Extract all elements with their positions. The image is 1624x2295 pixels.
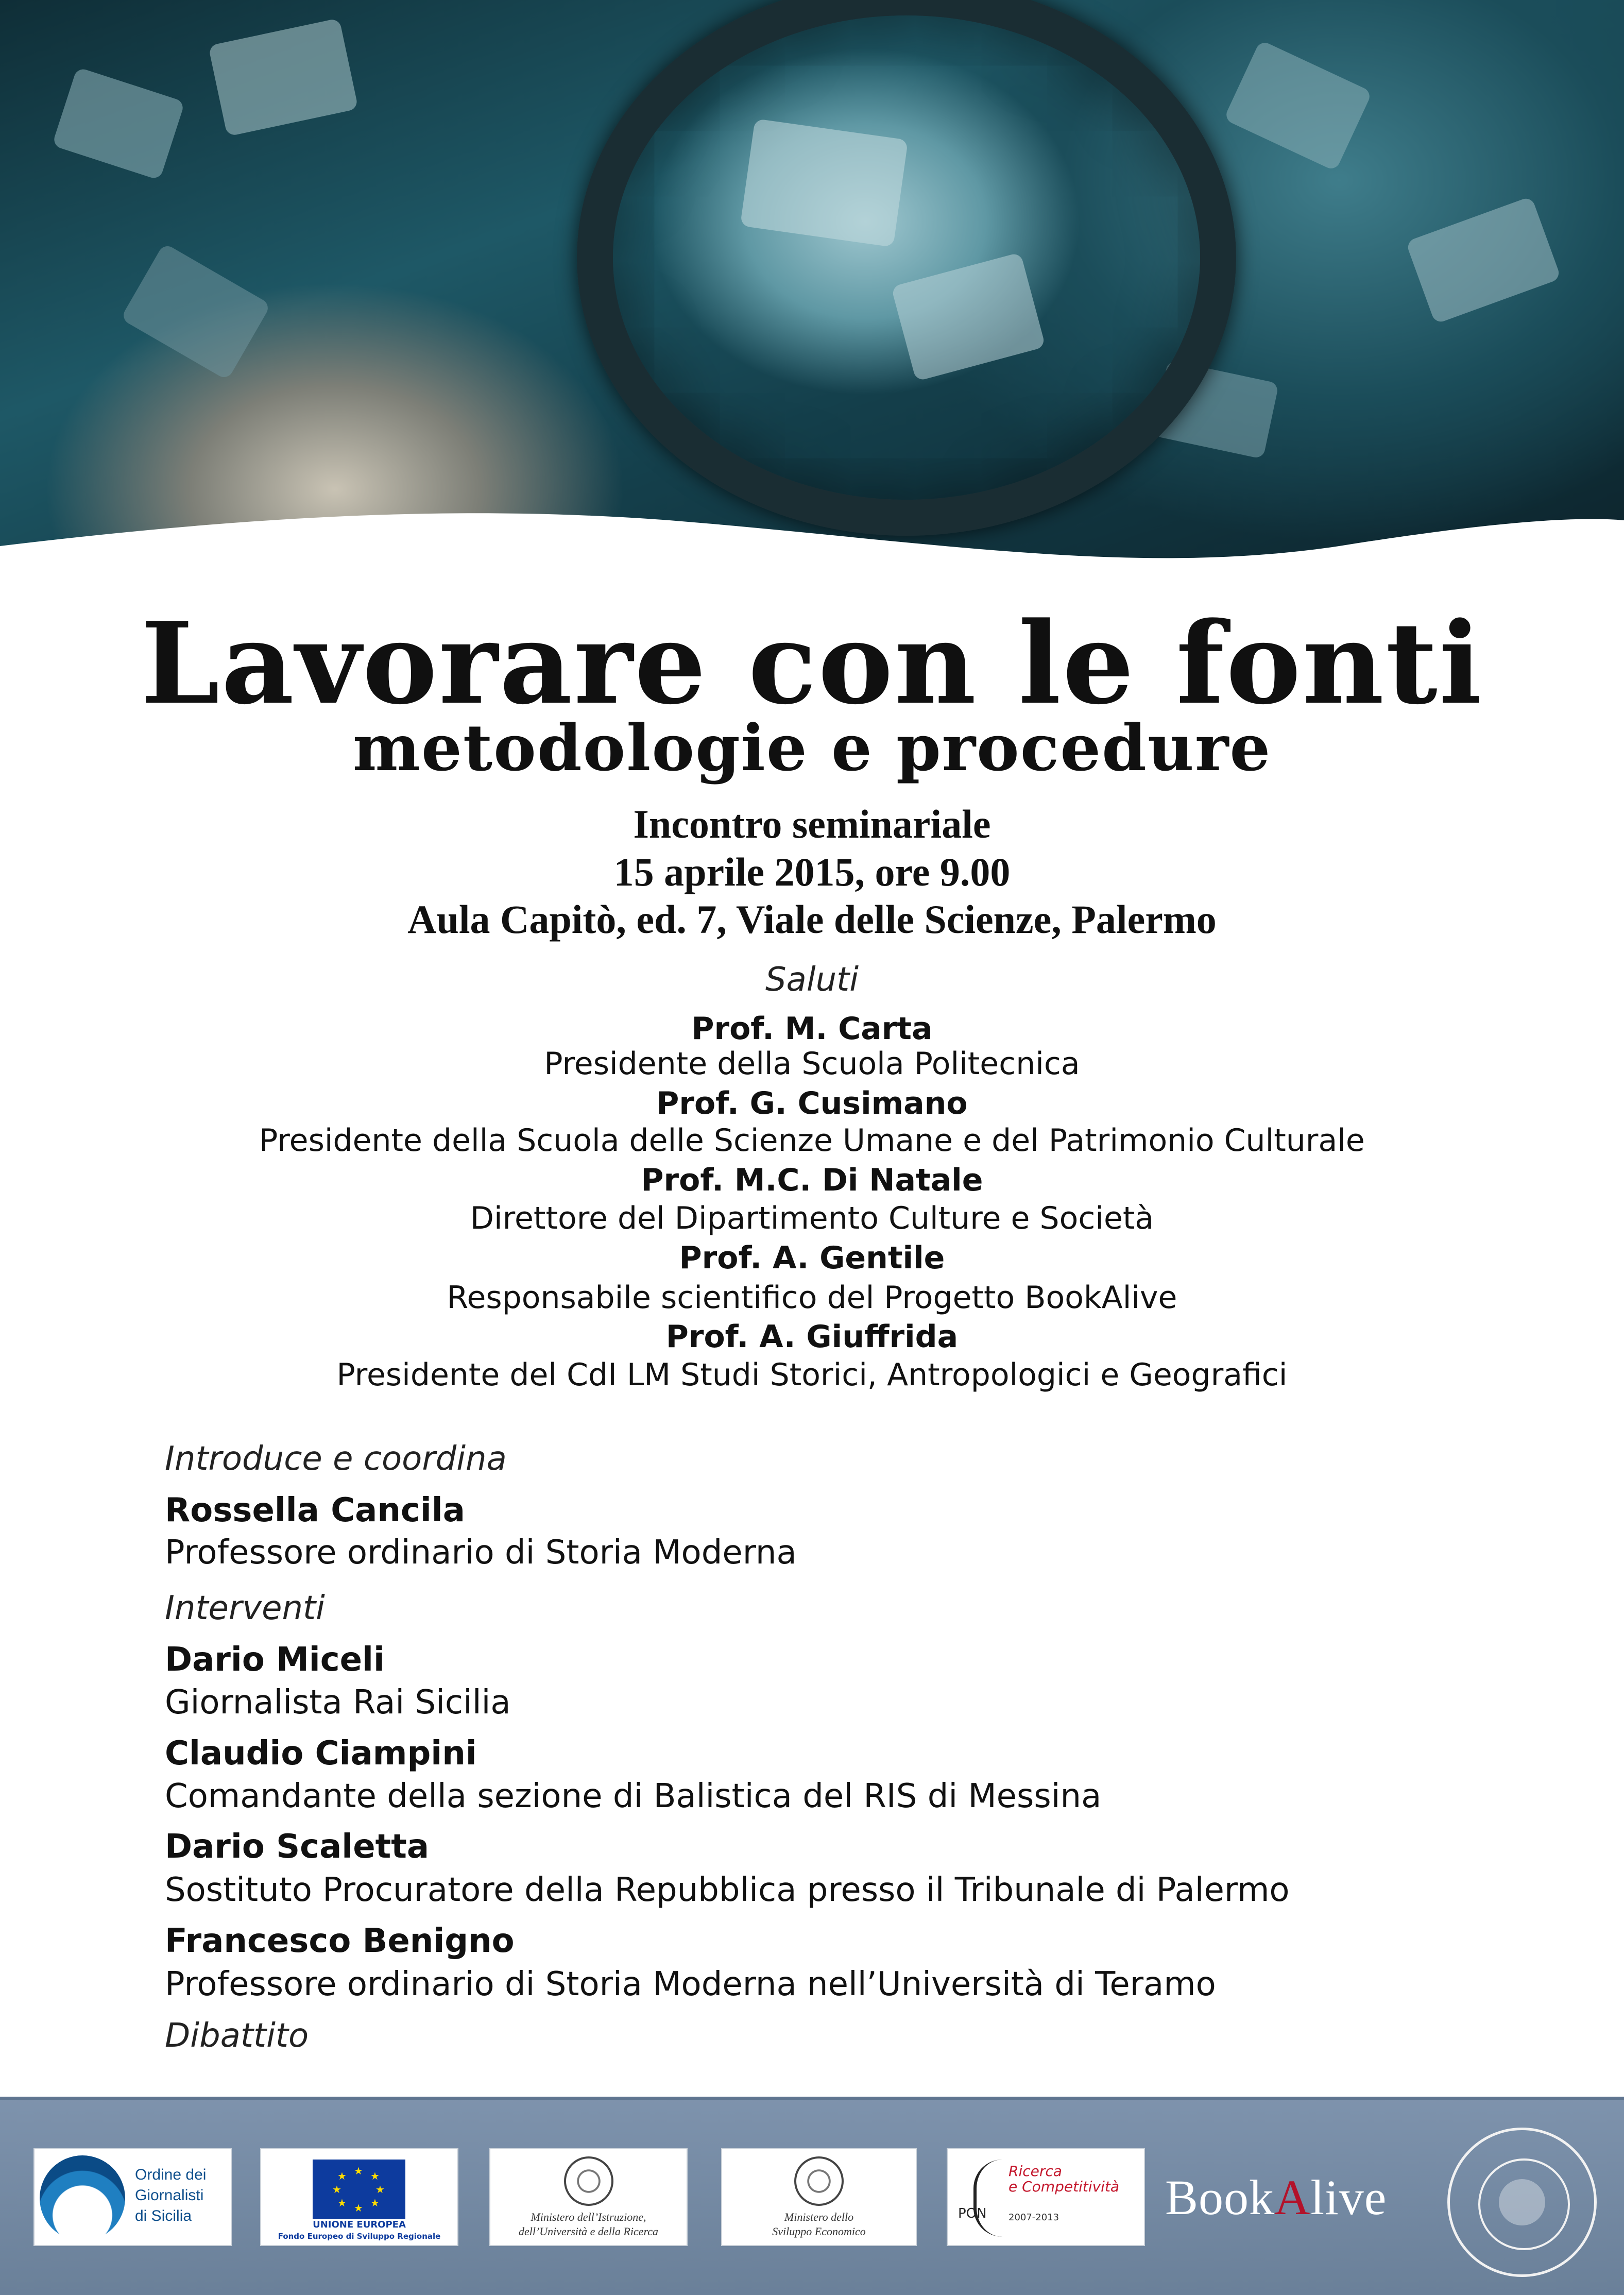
coordinator-role: Professore ordinario di Storia Moderna xyxy=(165,1534,797,1572)
pon-line: e Competitività xyxy=(1008,2178,1120,2195)
interventi-heading: Interventi xyxy=(165,1589,325,1627)
speaker-role: Comandante della sezione di Balistica del RIS di Messina xyxy=(165,1777,1102,1815)
hero-wave xyxy=(0,0,1624,598)
saluti-speaker-role: Presidente della Scuola Politecnica xyxy=(544,1046,1080,1082)
saluti-speaker-name: Prof. A. Gentile xyxy=(679,1240,945,1276)
pon-line: Ricerca xyxy=(1008,2163,1062,2180)
speaker-name: Claudio Ciampini xyxy=(165,1735,477,1773)
page-title: Lavorare con le fonti xyxy=(141,598,1483,729)
logo-pon xyxy=(947,2148,1145,2246)
ue-fund-label: Fondo Europeo di Sviluppo Regionale xyxy=(278,2232,441,2241)
saluti-speaker-role: Responsabile scientifico del Progetto BookAlive xyxy=(447,1280,1177,1316)
odg-line: Ordine dei xyxy=(135,2166,207,2183)
saluti-speaker-name: Prof. G. Cusimano xyxy=(656,1085,968,1121)
mise-line: Sviluppo Economico xyxy=(772,2225,866,2238)
saluti-speaker-name: Prof. M. Carta xyxy=(691,1011,933,1047)
speaker-role: Giornalista Rai Sicilia xyxy=(165,1684,511,1722)
saluti-speaker-role: Presidente della Scuola delle Scienze Umane e del Patrimonio Culturale xyxy=(259,1123,1365,1159)
speaker-name: Francesco Benigno xyxy=(165,1922,515,1960)
logo-mise xyxy=(721,2148,917,2246)
event-date: 15 aprile 2015, ore 9.00 xyxy=(613,849,1011,894)
pon-years: 2007-2013 xyxy=(1008,2212,1059,2223)
odg-line: Giornalisti xyxy=(135,2187,204,2204)
logo-ordine-giornalisti xyxy=(33,2148,232,2246)
speaker-role: Sostituto Procuratore della Repubblica presso il Tribunale di Palermo xyxy=(165,1871,1290,1909)
saluti-heading: Saluti xyxy=(765,961,859,999)
bookalive-a: A xyxy=(1274,2170,1311,2225)
saluti-speaker-name: Prof. A. Giuffrida xyxy=(665,1319,959,1355)
eu-flag-icon: ★ ★ ★ ★ ★ ★ ★ ★ xyxy=(313,2160,405,2219)
coordinator-name: Rossella Cancila xyxy=(165,1491,465,1529)
page-subtitle: metodologie e procedure xyxy=(352,711,1272,786)
mise-line: Ministero dello xyxy=(784,2211,854,2223)
saluti-speaker-name: Prof. M.C. Di Natale xyxy=(641,1162,983,1198)
miur-line: Ministero dell’Istruzione, xyxy=(531,2211,646,2223)
odg-line: di Sicilia xyxy=(135,2207,192,2224)
logo-unione-europea xyxy=(260,2148,458,2246)
footer-divider xyxy=(0,2097,1624,2100)
republic-emblem-icon xyxy=(564,2156,613,2206)
logo-miur xyxy=(489,2148,688,2246)
intro-heading: Introduce e coordina xyxy=(165,1440,507,1478)
bookalive-pre: Book xyxy=(1165,2170,1275,2225)
pon-swoosh-icon xyxy=(973,2160,1002,2237)
logo-bookalive xyxy=(1165,2169,1387,2226)
speaker-name: Dario Scaletta xyxy=(165,1828,429,1866)
speaker-name: Dario Miceli xyxy=(165,1641,385,1679)
saluti-speaker-role: Direttore del Dipartimento Culture e Società xyxy=(470,1200,1154,1236)
republic-emblem-icon xyxy=(794,2156,844,2206)
pon-label: PON xyxy=(958,2206,987,2221)
odg-circle-icon xyxy=(40,2155,125,2241)
ue-label: UNIONE EUROPEA xyxy=(313,2219,406,2230)
miur-line: dell’Università e della Ricerca xyxy=(518,2225,659,2238)
saluti-speaker-role: Presidente del CdI LM Studi Storici, Antropologici e Geografici xyxy=(336,1357,1288,1393)
closing-item: Dibattito xyxy=(165,2017,309,2055)
footer-logos xyxy=(0,2097,1624,2295)
speaker-role: Professore ordinario di Storia Moderna nell’Università di Teramo xyxy=(165,1965,1216,2003)
event-venue: Aula Capitò, ed. 7, Viale delle Scienze, Palermo xyxy=(407,897,1217,942)
university-seal-icon xyxy=(1447,2128,1597,2277)
bookalive-post: live xyxy=(1310,2170,1387,2225)
hero-image xyxy=(0,0,1624,598)
event-type: Incontro seminariale xyxy=(633,802,991,846)
